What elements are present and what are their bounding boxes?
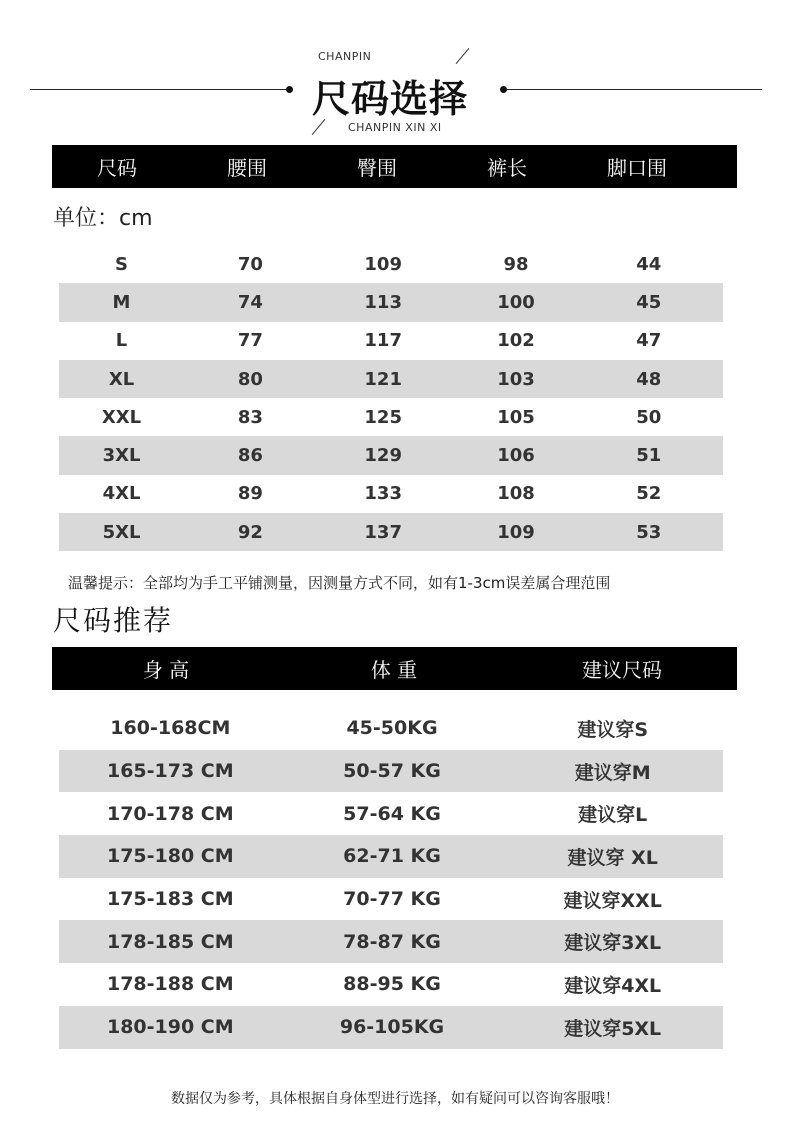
table-cell: 109 — [364, 253, 402, 275]
table-row — [59, 920, 723, 963]
table-cell: 70 — [237, 253, 263, 275]
table-cell: 178-185 CM — [106, 930, 234, 953]
column-header-waist: 腰围 — [227, 156, 267, 180]
table-row — [59, 436, 723, 474]
table-cell: XL — [108, 368, 135, 390]
table-cell: 80 — [237, 368, 263, 390]
table-cell: M — [112, 291, 131, 313]
table-row — [59, 835, 723, 878]
table-row — [59, 245, 723, 283]
table-cell: 77 — [237, 330, 263, 352]
header-slash-top — [456, 48, 470, 64]
table-cell: 92 — [237, 521, 263, 543]
column-header-height: 身 高 — [142, 658, 190, 682]
table-row — [59, 360, 723, 398]
table-row — [59, 878, 723, 921]
table-cell: 建议穿3XL — [564, 932, 662, 955]
header-subtitle-top: CHANPIN — [318, 50, 372, 63]
table-cell: 45-50KG — [346, 717, 438, 740]
column-header-hem: 脚口围 — [607, 156, 667, 180]
table-cell: 44 — [636, 253, 662, 275]
table-cell: 3XL — [102, 445, 141, 467]
table-cell: 105 — [497, 406, 535, 428]
table-cell: 129 — [364, 445, 402, 467]
table-cell: 121 — [364, 368, 402, 390]
table-cell: 57-64 KG — [343, 802, 441, 825]
table-cell: 175-183 CM — [106, 888, 234, 911]
recommend-table-body — [59, 707, 723, 1049]
table-cell: 建议穿S — [577, 718, 649, 741]
table-cell: 113 — [364, 291, 402, 313]
table-cell: 98 — [503, 253, 529, 275]
column-header-weight: 体 重 — [370, 658, 418, 682]
table-cell: 建议穿M — [574, 761, 651, 784]
table-cell: 178-188 CM — [106, 973, 234, 996]
table-cell: XXL — [101, 406, 142, 428]
table-cell: 108 — [497, 483, 535, 505]
table-cell: 建议穿5XL — [564, 1017, 662, 1040]
header-divider-right — [506, 89, 762, 90]
table-cell: 50-57 KG — [343, 760, 441, 783]
table-cell: 5XL — [102, 521, 141, 543]
page-header — [0, 0, 790, 140]
table-cell: S — [115, 253, 128, 275]
table-cell: 109 — [497, 521, 535, 543]
table-cell: 102 — [497, 330, 535, 352]
table-row — [59, 283, 723, 321]
table-cell: 88-95 KG — [343, 973, 441, 996]
table-cell: 96-105KG — [339, 1016, 445, 1039]
page-title: 尺码选择 — [312, 77, 469, 121]
table-cell: 160-168CM — [110, 717, 231, 740]
header-divider-left — [30, 89, 286, 90]
table-cell: 51 — [636, 445, 662, 467]
table-cell: 83 — [237, 406, 263, 428]
table-cell: 106 — [497, 445, 535, 467]
table-row — [59, 707, 723, 750]
table-cell: 建议穿XXL — [563, 889, 662, 912]
table-cell: L — [115, 330, 128, 352]
table-cell: 78-87 KG — [343, 930, 441, 953]
table-cell: 170-178 CM — [106, 802, 234, 825]
table-cell: 125 — [364, 406, 402, 428]
header-subtitle-bottom: CHANPIN XIN XI — [348, 121, 442, 134]
footer-note: 数据仅为参考，具体根据自身体型进行选择，如有疑问可以咨询客服哦！ — [171, 1091, 619, 1107]
table-row — [59, 475, 723, 513]
table-cell: 建议穿4XL — [564, 974, 662, 997]
column-header-length: 裤长 — [487, 156, 527, 180]
table-cell: 100 — [497, 291, 535, 313]
table-cell: 建议穿L — [578, 804, 648, 827]
table-cell: 50 — [636, 406, 662, 428]
table-cell: 137 — [364, 521, 402, 543]
table-cell: 62-71 KG — [343, 845, 441, 868]
table-cell: 103 — [497, 368, 535, 390]
table-row — [59, 750, 723, 793]
table-row — [59, 322, 723, 360]
table-cell: 165-173 CM — [106, 760, 234, 783]
table-row — [59, 513, 723, 551]
table-cell: 52 — [636, 483, 662, 505]
table-cell: 53 — [636, 521, 662, 543]
size-table-header — [52, 145, 737, 188]
table-cell: 86 — [237, 445, 263, 467]
table-cell: 175-180 CM — [106, 845, 234, 868]
measurement-tip: 温馨提示：全部均为手工平铺测量，因测量方式不同，如有1-3cm误差属合理范围 — [68, 574, 611, 592]
table-cell: 48 — [636, 368, 662, 390]
table-row — [59, 1006, 723, 1049]
recommend-table-header — [52, 647, 737, 690]
table-row — [59, 963, 723, 1006]
table-cell: 4XL — [102, 483, 141, 505]
table-cell: 133 — [364, 483, 402, 505]
unit-label: 单位：cm — [53, 206, 153, 231]
column-header-hip: 臀围 — [357, 156, 397, 180]
table-cell: 180-190 CM — [106, 1016, 234, 1039]
size-table-body — [59, 245, 723, 551]
table-cell: 89 — [237, 483, 263, 505]
table-cell: 47 — [636, 330, 662, 352]
table-cell: 70-77 KG — [343, 888, 441, 911]
table-cell: 74 — [237, 291, 263, 313]
column-header-suggested-size: 建议尺码 — [582, 658, 662, 682]
column-header-size: 尺码 — [97, 156, 137, 180]
table-row — [59, 792, 723, 835]
header-dot-left — [286, 86, 293, 93]
table-cell: 建议穿 XL — [567, 846, 658, 869]
section-title-recommend: 尺码推荐 — [53, 604, 174, 637]
table-cell: 117 — [364, 330, 402, 352]
table-cell: 45 — [636, 291, 662, 313]
table-row — [59, 398, 723, 436]
